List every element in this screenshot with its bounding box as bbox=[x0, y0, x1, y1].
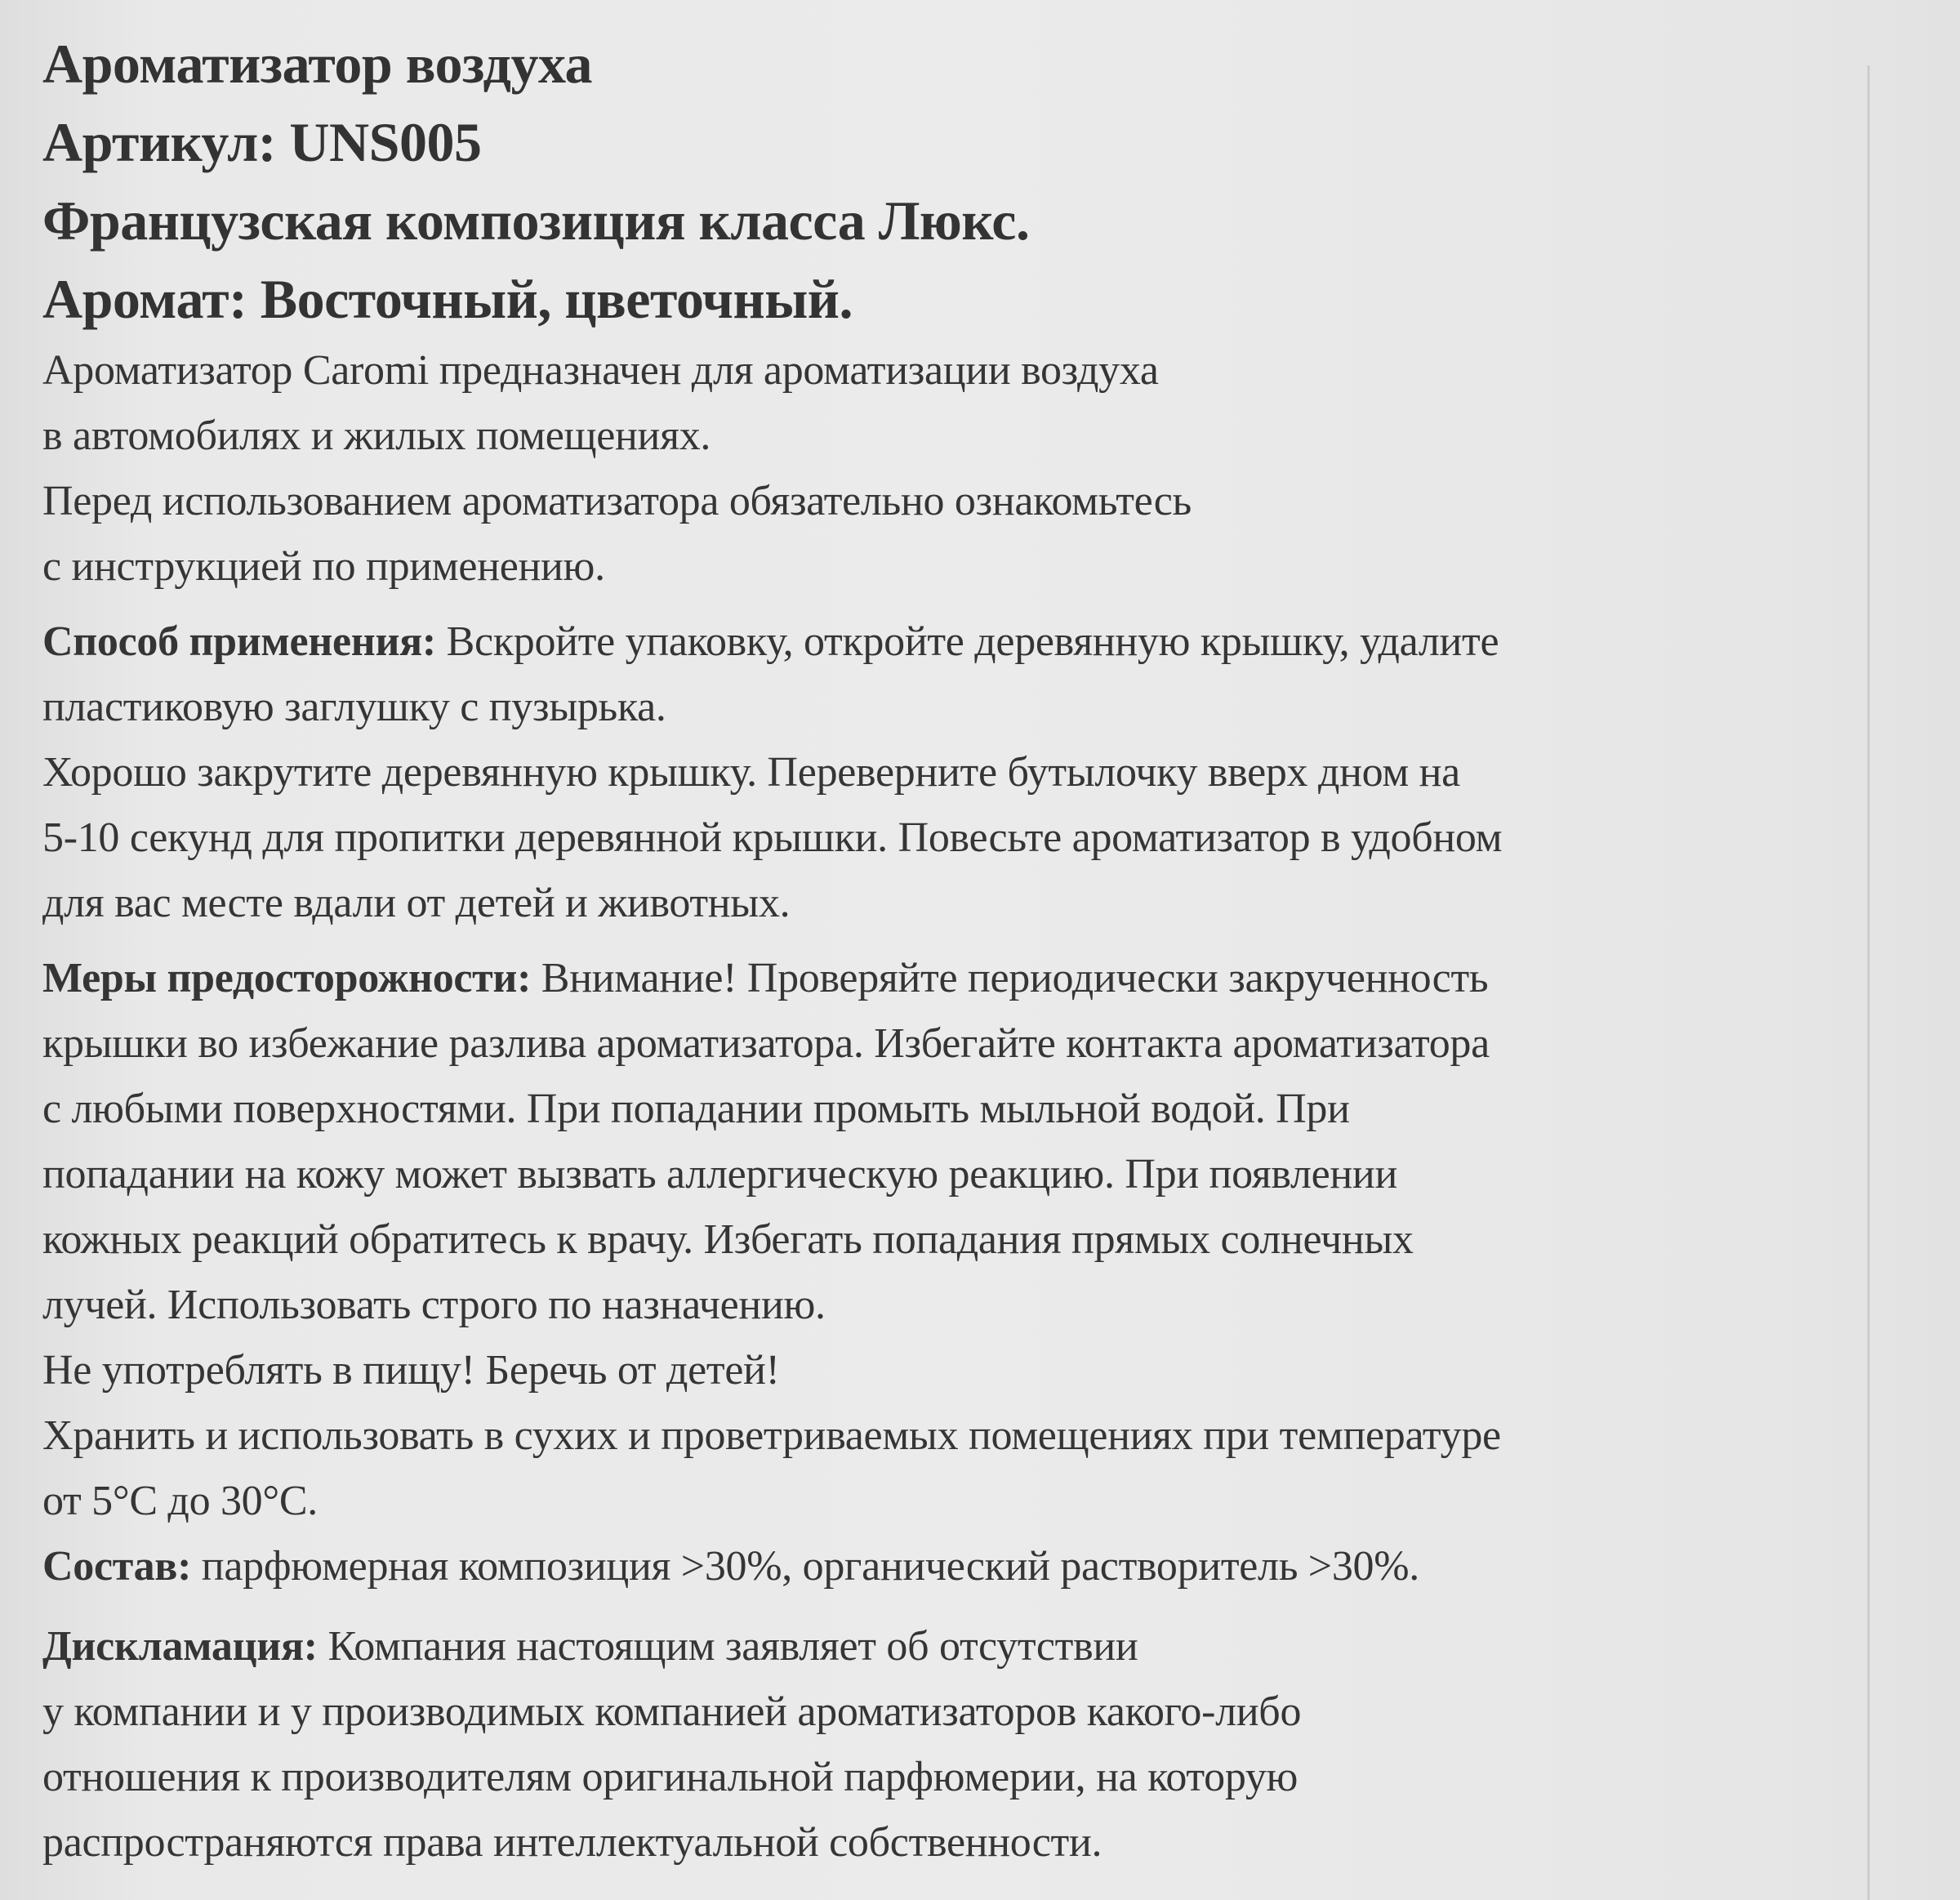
precautions-line: Хранить и использовать в сухих и проветриваемых помещениях при температуре bbox=[42, 1412, 1501, 1459]
composition-section bbox=[42, 1534, 1921, 1599]
disclaimer-first-line bbox=[42, 1614, 1921, 1679]
usage-label: Способ применения: bbox=[42, 618, 436, 665]
precautions-label: Меры предосторожности: bbox=[42, 955, 532, 1001]
precautions-line: с любыми поверхностями. При попадании промыть мыльной водой. При bbox=[42, 1086, 1350, 1132]
usage-line: для вас месте вдали от детей и животных. bbox=[42, 880, 791, 926]
intro-line: Ароматизатор Caromi предназначен для ароматизации воздуха bbox=[42, 347, 1159, 394]
disclaimer-line: распространяются права интеллектуальной собственности. bbox=[42, 1819, 1102, 1866]
intro-line: Перед использованием ароматизатора обязательно ознакомьтесь bbox=[42, 478, 1192, 524]
intro-section bbox=[42, 338, 1921, 600]
disclaimer-section bbox=[42, 1614, 1921, 1875]
usage-line: 5-10 секунд для пропитки деревянной крышки. Повесьте ароматизатор в удобном bbox=[42, 814, 1503, 861]
article-number: Артикул: UNS005 bbox=[42, 111, 482, 173]
disclaimer-line: отношения к производителям оригинальной парфюмерии, на которую bbox=[42, 1754, 1298, 1800]
precautions-line: попадании на кожу может вызвать аллергическую реакцию. При появлении bbox=[42, 1151, 1397, 1198]
precautions-first-line bbox=[42, 946, 1921, 1011]
composition-label: Состав: bbox=[42, 1543, 192, 1590]
precautions-line: кожных реакций обратитесь к врачу. Избегать попадания прямых солнечных bbox=[42, 1216, 1414, 1263]
usage-first-line bbox=[42, 609, 1921, 675]
aroma-type: Аромат: Восточный, цветочный. bbox=[42, 268, 853, 330]
disclaimer-text: Компания настоящим заявляет об отсутствии bbox=[317, 1623, 1138, 1670]
disclaimer-label: Дискламация: bbox=[42, 1623, 318, 1670]
composition-class: Французская композиция класса Люкс. bbox=[42, 190, 1030, 252]
composition-text: парфюмерная композиция >30%, органический растворитель >30%. bbox=[191, 1543, 1419, 1590]
label-content bbox=[42, 25, 1921, 1875]
intro-line: с инструкцией по применению. bbox=[42, 543, 605, 590]
product-title: Ароматизатор воздуха bbox=[42, 33, 593, 95]
usage-section bbox=[42, 609, 1921, 936]
composition-line bbox=[42, 1534, 1921, 1599]
precautions-text: Внимание! Проверяйте периодически закрученность bbox=[531, 955, 1489, 1001]
disclaimer-line: у компании и у производимых компанией ароматизаторов какого-либо bbox=[42, 1688, 1302, 1735]
precautions-section bbox=[42, 946, 1921, 1534]
precautions-line: от 5°C до 30°C. bbox=[42, 1478, 318, 1524]
usage-line: Хорошо закрутите деревянную крышку. Переверните бутылочку вверх дном на bbox=[42, 749, 1460, 796]
precautions-line: крышки во избежание разлива ароматизатора. Избегайте контакта ароматизатора bbox=[42, 1020, 1490, 1067]
usage-line: пластиковую заглушку с пузырька. bbox=[42, 684, 666, 730]
usage-text: Вскройте упаковку, откройте деревянную крышку, удалите bbox=[435, 618, 1499, 665]
precautions-line: Не употреблять в пищу! Беречь от детей! bbox=[42, 1347, 780, 1394]
precautions-line: лучей. Использовать строго по назначению. bbox=[42, 1282, 826, 1328]
intro-line: в автомобилях и жилых помещениях. bbox=[42, 413, 711, 459]
